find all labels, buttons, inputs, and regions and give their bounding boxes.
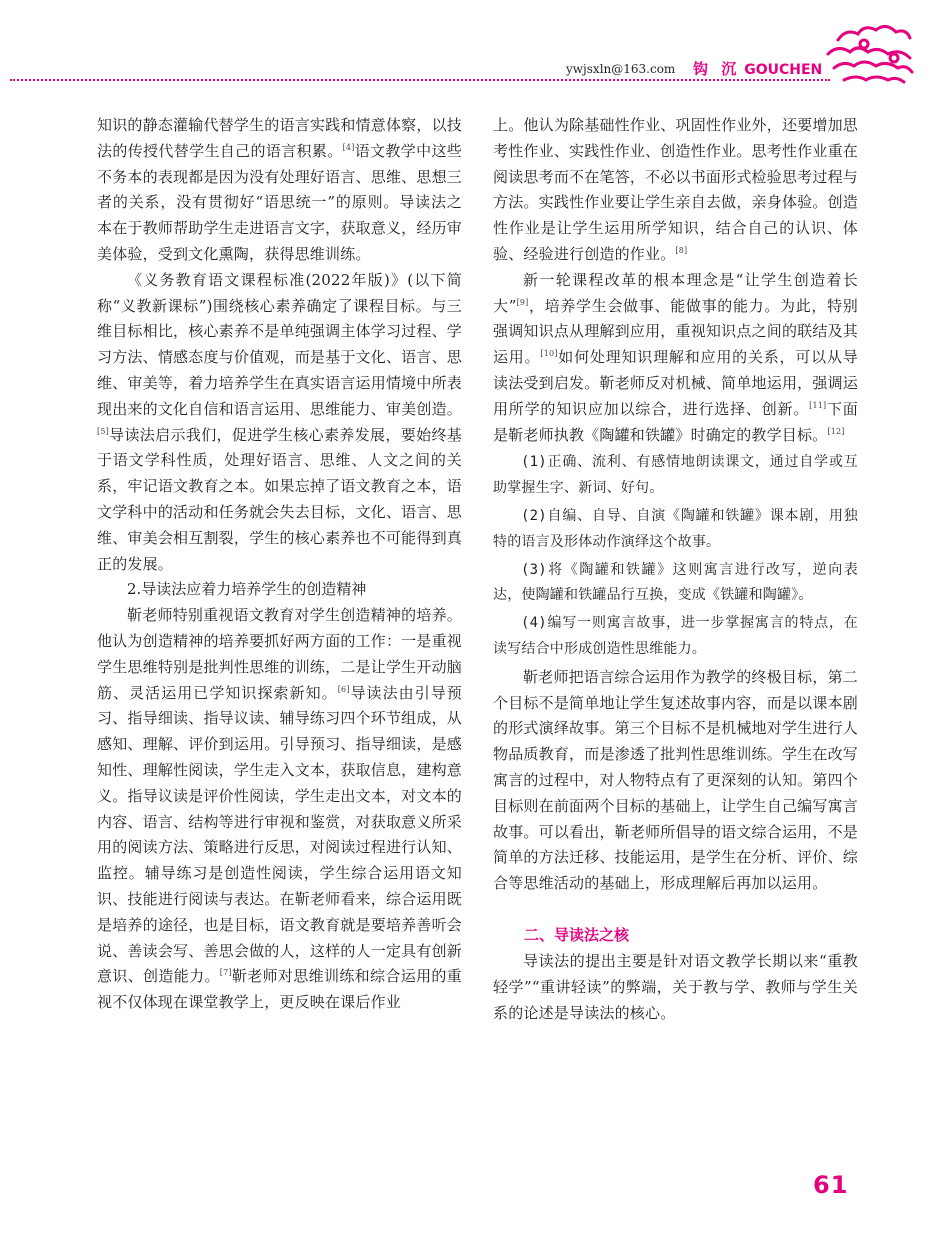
column-brand	[693, 58, 822, 79]
paragraph	[97, 268, 462, 578]
objective-item: (1)正确、流利、有感情地朗读课文，通过自学或互助掌握生字、新词、好句。	[493, 454, 858, 497]
paragraph	[493, 268, 858, 449]
text-run: ，培养学生会做事、能做事的能力。为此，特别强调知识点从理解到应用，重视知识点之间的联结及其运用。	[493, 296, 858, 367]
paragraph: 导读法的提出主要是针对语文教学长期以来“重教轻学”“重讲轻读”的弊端，关于教与学、教师与学生关系的论述是导读法的核心。	[493, 951, 858, 1022]
text-run: 语文教学中这些不务本的表现都是因为没有处理好语言、思维、思想三者的关系，没有贯彻好“语思统一”的原则。导读法之本在于教师帮助学生走进语言文字，获取意义，经历审美体验，受到文化熏陶，获得思维训练。	[97, 141, 462, 263]
page-header	[0, 0, 950, 90]
brand-cn: 钩 沉	[693, 60, 741, 78]
citation-ref: [10]	[540, 349, 558, 359]
brand-en: GOUCHEN	[744, 62, 823, 78]
text-run: 导读法启示我们，促进学生核心素养发展，要始终基于语文学科性质，处理好语言、思维、人文之间的关系，牢记语文教育之本。如果忘掉了语文教育之本，语文学科中的活动和任务就会失去目标，文化、语言、思维、审美会相互割裂，学生的核心素养也不可能得到真正的发展。	[97, 425, 462, 573]
text-run: 《义务教育语文课程标准(2022年版)》(以下简称“义教新课标”)围绕核心素养确定了课程目标。与三维目标相比，核心素养不是单纯强调主体学习过程、学习方法、情感态度与价值观，而是基于文化、语言、思维、审美等，着力培养学生在真实语言运用情境中所表现出来的文化自信和语言运用、思维能力、审美创造。	[97, 270, 462, 418]
objective-item: (2)自编、自导、自演《陶罐和铁罐》课本剧，用独特的语言及形体动作演绎这个故事。	[493, 507, 858, 550]
text-run: 上。他认为除基础性作业、巩固性作业外，还要增加思考性作业、实践性作业、创造性作业。思考性作业重在阅读思考而不在笔答，不必以书面形式检验思考过程与方法。实践性作业要让学生亲自去做，亲身体验。创造性作业是让学生运用所学知识，结合自己的认识、体验、经验进行创造的作业。	[493, 116, 858, 263]
cloud-ornament-icon	[820, 20, 930, 92]
citation-ref: [4]	[342, 142, 355, 152]
citation-ref: [5]	[97, 426, 109, 436]
objective-item: (4)编写一则寓言故事，进一步掌握寓言的特点，在读写结合中形成创造性思维能力。	[493, 615, 858, 657]
citation-ref: [7]	[219, 968, 232, 978]
text-run: 知识的静态灌输代替学生的语言实践和情意体察，以技法的传授代替学生自己的语言积累。	[97, 116, 462, 160]
text-run: 导读法由引导预习、指导细读、指导议读、辅导练习四个环节组成，从感知、理解、评价到运用。引导预习、指导细读，是感知性、理解性阅读，学生走入文本，获取信息，建构意义。指导议读是评价性阅读，学生走出文本，对文本的内容、语言、结构等进行审视和鉴赏，对获取意义所采用的阅读方法、策略进行反思，对阅读过程进行认知、监控。辅导练习是创造性阅读，学生综合运用语文知识、技能进行阅读与表达。在靳老师看来，综合运用既是培养的途径，也是目标，语文教育就是要培养善听会说、善读会写、善思会做的人，这样的人一定具有创新意识、创造能力。	[97, 683, 462, 986]
paragraph	[97, 603, 462, 1016]
right-column	[493, 113, 858, 1026]
left-column	[97, 113, 462, 1016]
citation-ref: [8]	[675, 245, 688, 255]
text-run: 如何处理知识理解和应用的关系，可以从导读法受到启发。靳老师反对机械、简单地运用，强调运用所学的知识应加以综合，进行选择、创新。	[493, 348, 858, 418]
citation-ref: [12]	[827, 426, 845, 436]
text-run: 靳老师对思维训练和综合运用的重视不仅体现在课堂教学上，更反映在课后作业	[97, 967, 462, 1012]
paragraph	[97, 113, 462, 268]
citation-ref: [6]	[337, 684, 350, 694]
subheading: 2.导读法应着力培养学生的创造精神	[127, 580, 367, 599]
text-run: 新一轮课程改革的根本理念是“让学生创造着长大”	[493, 270, 858, 315]
objective-item: (3)将《陶罐和铁罐》这则寓言进行改写，逆向表达，使陶罐和铁罐品行互换，变成《铁罐和陶罐》。	[493, 561, 858, 604]
citation-ref: [11]	[809, 400, 827, 410]
section-title: 二、导读法之核	[524, 925, 630, 944]
citation-ref: [9]	[516, 297, 529, 307]
header-email: ywjsxln@163.com	[566, 62, 676, 76]
paragraph: 靳老师把语言综合运用作为教学的终极目标，第二个目标不是简单地让学生复述故事内容，而是以课本剧的形式演绎故事。第三个目标不是机械地对学生进行人物品质教育，而是渗透了批判性思维训练。学生在改写寓言的过程中，对人物特点有了更深刻的认知。第四个目标则在前面两个目标的基础上，让学生自己编写寓言故事。可以看出，靳老师所倡导的语文综合运用，不是简单的方法迁移、技能运用，是学生在分析、评价、综合等思维活动的基础上，形成理解后再加以运用。	[493, 667, 858, 893]
page-number: 61	[813, 1171, 849, 1199]
paragraph	[493, 113, 858, 268]
text-run: 下面是靳老师执教《陶罐和铁罐》时确定的教学目标。	[493, 399, 858, 444]
header-dotted-rule	[10, 79, 830, 81]
text-run: 靳老师特别重视语文教育对学生创造精神的培养。他认为创造精神的培养要抓好两方面的工作：一是重视学生思维特别是批判性思维的训练，二是让学生开动脑筋、灵活运用已学知识探索新知。	[97, 606, 462, 702]
